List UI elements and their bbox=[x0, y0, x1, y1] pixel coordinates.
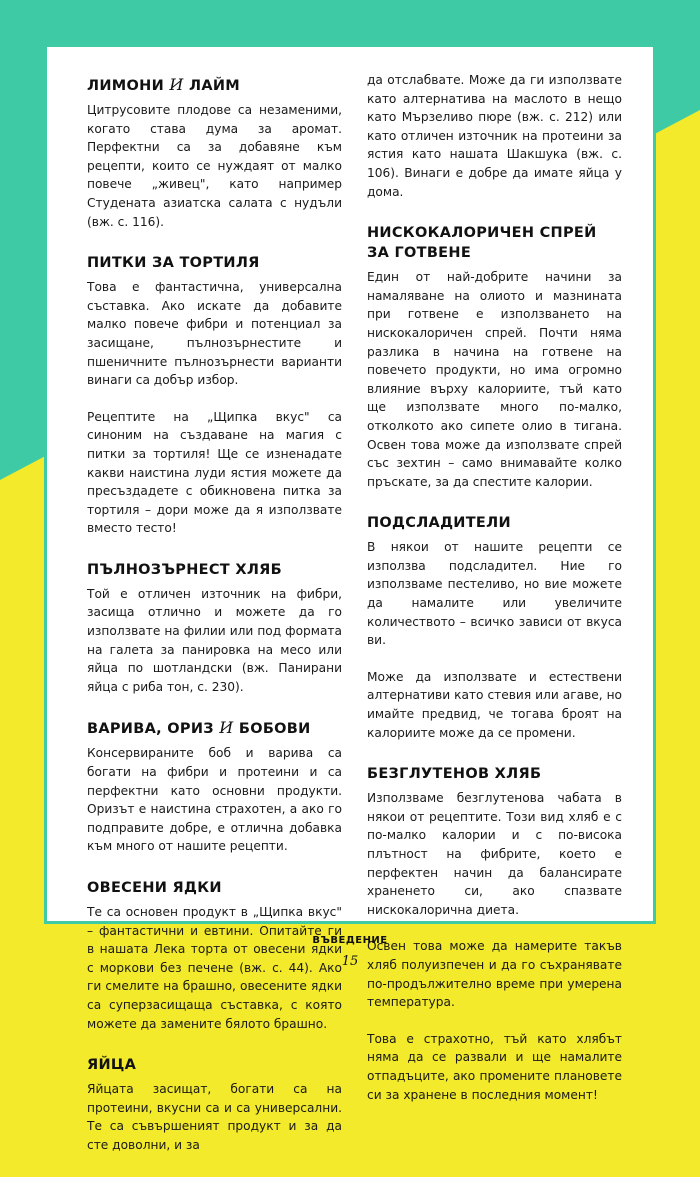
section-title: НИСКОКАЛОРИЧЕН СПРЕЙ ЗА ГОТВЕНЕ bbox=[367, 225, 597, 262]
section-text: В някои от нашите рецепти се използва подсладител. Ние го използваме пестеливо, но вие можете да намалите или увеличите количеството – всичко зависи от вкуса ви. bbox=[367, 540, 622, 648]
section-lemons bbox=[87, 75, 342, 231]
section-text: Освен това може да намерите такъв хляб полуизпечен и да го съхранявате по-продължително време при умерена температура. bbox=[367, 939, 622, 1010]
section-eggs-continued bbox=[367, 71, 622, 201]
section-title: ВАРИВА, ОРИЗ И БОБОВИ bbox=[87, 718, 311, 738]
section-eggs bbox=[87, 1055, 342, 1154]
section-text: Цитрусовите плодове са незаменими, когато става дума за аромат. Перфектни са за добавяне към рецепти, които се нуждаят от малко повече „живец", като например Студената азиатска салата с нудъли (вж. с. 116). bbox=[87, 103, 342, 229]
section-text: Това е страхотно, тъй като хлябът няма да се развали и ще намалите отпадъците, ако промените плановете си за хранене в последния момент! bbox=[367, 1031, 622, 1102]
section-text: Използваме безглутенова чабата в някои от рецептите. Този вид хляб е с по-малко калории и с по-висока плътност на фибрите, което е перфектен начин да балансирате храненето си, ако спазвате нискокалорична диета. bbox=[367, 791, 622, 917]
section-title: ПИТКИ ЗА ТОРТИЛЯ bbox=[87, 255, 260, 272]
chapter-label: ВЪВЕДЕНИЕ bbox=[312, 935, 388, 946]
section-title: ЛИМОНИ И ЛАЙМ bbox=[87, 75, 241, 94]
section-wholegrain-bread bbox=[87, 560, 342, 697]
section-title: ПОДСЛАДИТЕЛИ bbox=[367, 515, 511, 532]
section-cooking-spray bbox=[367, 223, 622, 491]
section-text: Яйцата засищат, богати са на протеини, вкусни са и са универсални. Те са съвършеният продукт и за да сте доволни, и за bbox=[87, 1082, 342, 1152]
section-sweeteners bbox=[367, 513, 622, 742]
section-tortilla bbox=[87, 253, 342, 538]
page-number: 15 bbox=[341, 954, 359, 969]
section-title: ПЪЛНОЗЪРНЕСТ ХЛЯБ bbox=[87, 561, 282, 578]
section-text: Един от най-добрите начини за намаляване на олиото и мазнината при готвене е използването на нискокалоричен спрей. Почти няма разлика в начина на готвене на повечето продукти, но има огромно влияние върху калориите, тъй като ще използвате много по-малко, отколкото ако сипете олио в тигана. Освен това може да използвате спрей със зехтин – само внимавайте колко пръскате, за да спестите калории. bbox=[367, 270, 622, 489]
section-text: да отслабвате. Може да ги използвате като алтернатива на маслото в нещо като Мързеливо пюре (вж. с. 212) или като отличен източник на протеини за ястия като нашата Шакшука (вж. с. 106). Винаги е добре да имате яйца у дома. bbox=[367, 73, 622, 199]
section-pulses-rice bbox=[87, 718, 342, 856]
section-title: ОВЕСЕНИ ЯДКИ bbox=[87, 880, 222, 896]
section-text: Консервираните боб и варива са богати на фибри и протеини и са перфектни като основни продукти. Оризът е наистина страхотен, а ако го подправите добре, е отлична добавка към много от нашите рецепти. bbox=[87, 746, 342, 854]
section-text: Те са основен продукт в „Щипка вкус" – фантастични и евтини. Опитайте ги в нашата Лека торта от овесени ядки с моркови без печене (вж. с. 44). Ако ги смелите на брашно, овесените ядки са суперзасищаща съставка, с която можете да замените бялото брашно. bbox=[87, 905, 342, 1031]
section-text: Това е фантастична, универсална съставка. Ако искате да добавите малко повече фибри и потенциал за засищане, пълнозърнестите и пшеничните пълнозърнести варианти винаги са добър избор. bbox=[87, 280, 342, 388]
section-title: БЕЗГЛУТЕНОВ ХЛЯБ bbox=[367, 766, 542, 783]
section-text: Той е отличен източник на фибри, засища отлично и можете да го използвате на филии или под формата на галета за панировка на месо или яйца по шотландски (вж. Панирани яйца с риба тон, с. 230). bbox=[87, 586, 342, 694]
section-title: ЯЙЦА bbox=[87, 1057, 137, 1074]
section-text: Може да използвате и естествени алтернативи като стевия или агаве, но имайте предвид, че тогава броят на калориите може да се промени. bbox=[367, 669, 622, 740]
section-text: Рецептите на „Щипка вкус" са синоним на създаване на магия с питки за тортиля! Ще се изненадате какви наистина луди ястия можете да пресъздадете с обикновена питка за тортиля – дори може да я използвате вместо тесто! bbox=[87, 409, 342, 536]
left-column bbox=[87, 75, 342, 1177]
